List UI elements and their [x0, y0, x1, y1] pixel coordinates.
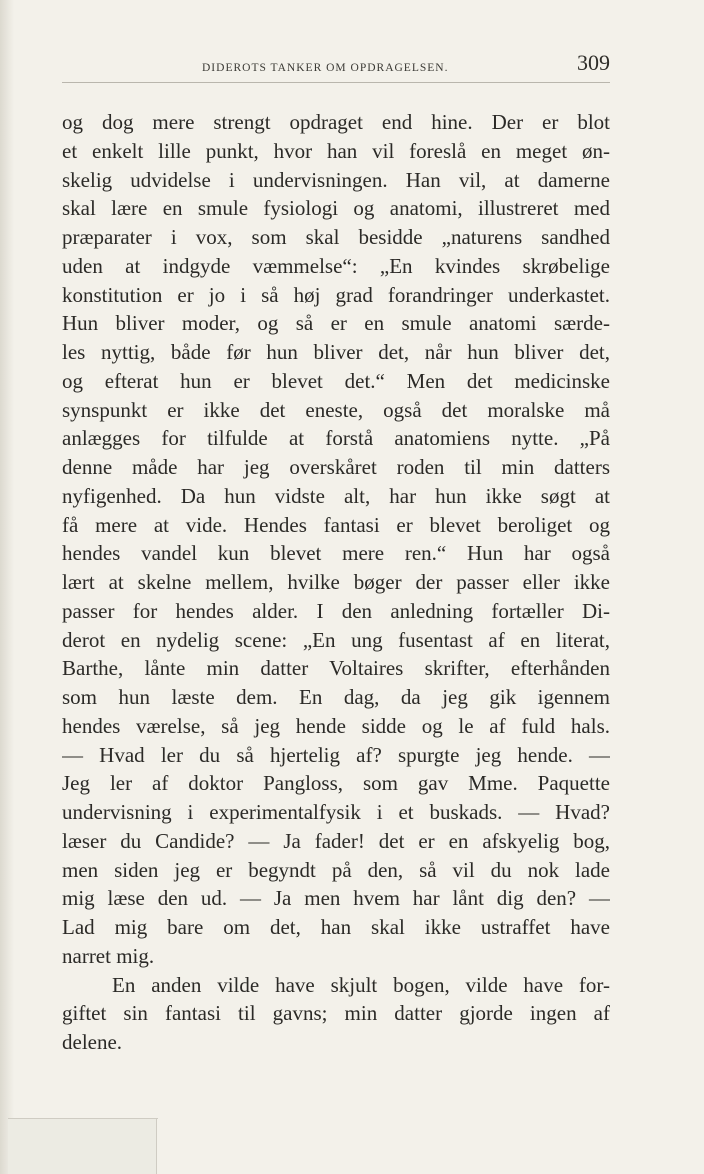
text-line: Lad mig bare om det, han skal ikke ustraffet have	[62, 915, 610, 939]
text-line: les nyttig, både før hun bliver det, når hun bliver det,	[62, 340, 610, 364]
text-line: Barthe, lånte min datter Voltaires skrifter, efterhånden	[62, 656, 610, 681]
text-line: et enkelt lille punkt, hvor han vil foreslå en meget øn-	[62, 138, 610, 163]
text-line: Hun bliver moder, og så er en smule anatomi særde-	[62, 311, 610, 336]
page-corner-edge	[8, 1118, 158, 1119]
page-header	[62, 48, 610, 84]
text-line: som hun læste dem. En dag, da jeg gik igennem	[62, 685, 610, 709]
text-line: delene.	[62, 1030, 123, 1054]
text-line: Jeg ler af doktor Pangloss, som gav Mme. Paquette	[62, 771, 610, 796]
text-line: hendes værelse, så jeg hende sidde og le af fuld hals.	[62, 713, 610, 738]
text-line: konstitution er jo i så høj grad forandringer underkastet.	[62, 282, 610, 307]
text-line: hendes vandel kun blevet mere ren.“ Hun har også	[62, 541, 610, 566]
header-rule	[62, 82, 610, 83]
page-corner-shade	[8, 1119, 156, 1174]
text-line: nyfigenhed. Da hun vidste alt, har hun ikke søgt at	[62, 483, 610, 508]
page-corner-edge	[156, 1118, 157, 1174]
text-line: mig læse den ud. — Ja men hvem har lånt dig den? —	[62, 886, 610, 911]
text-line: præparater i vox, som skal besidde „naturens sandhed	[62, 225, 610, 249]
text-line: læser du Candide? — Ja fader! det er en afskyelig bog,	[62, 828, 610, 853]
page-number: 309	[577, 50, 610, 75]
text-line: uden at indgyde væmmelse“: „En kvindes skrøbelige	[62, 253, 610, 278]
text-line: skelig udvidelse i undervisningen. Han vil, at damerne	[62, 167, 610, 192]
text-line: lært at skelne mellem, hvilke bøger der passer eller ikke	[62, 570, 610, 594]
text-line: få mere at vide. Hendes fantasi er blevet beroliget og	[62, 512, 610, 537]
text-line: giftet sin fantasi til gavns; min datter gjorde ingen af	[62, 1001, 610, 1026]
body-text	[62, 108, 610, 1057]
text-line: — Hvad ler du så hjertelig af? spurgte jeg hende. —	[62, 742, 610, 767]
text-line: derot en nydelig scene: „En ung fusentast af en literat,	[62, 627, 610, 652]
text-line: synspunkt er ikke det eneste, også det moralske må	[62, 397, 610, 422]
text-line: En anden vilde have skjult bogen, vilde have for-	[112, 972, 610, 997]
running-title: DIDEROTS TANKER OM OPDRAGELSEN.	[202, 62, 449, 74]
text-line: narret mig.	[62, 943, 155, 968]
text-line: skal lære en smule fysiologi og anatomi, illustreret med	[62, 196, 610, 221]
text-line: anlægges for tilfulde at forstå anatomiens nytte. „På	[62, 426, 610, 451]
text-line: passer for hendes alder. I den anledning fortæller Di-	[62, 598, 610, 623]
page-edge-shadow	[0, 0, 14, 1174]
text-line: denne måde har jeg overskåret roden til min datters	[62, 455, 610, 479]
text-line: og dog mere strengt opdraget end hine. Der er blot	[62, 110, 610, 134]
text-line: undervisning i experimentalfysik i et buskads. — Hvad?	[62, 800, 610, 824]
text-line: og efterat hun er blevet det.“ Men det medicinske	[62, 368, 610, 393]
text-line: men siden jeg er begyndt på den, så vil du nok lade	[62, 857, 610, 882]
